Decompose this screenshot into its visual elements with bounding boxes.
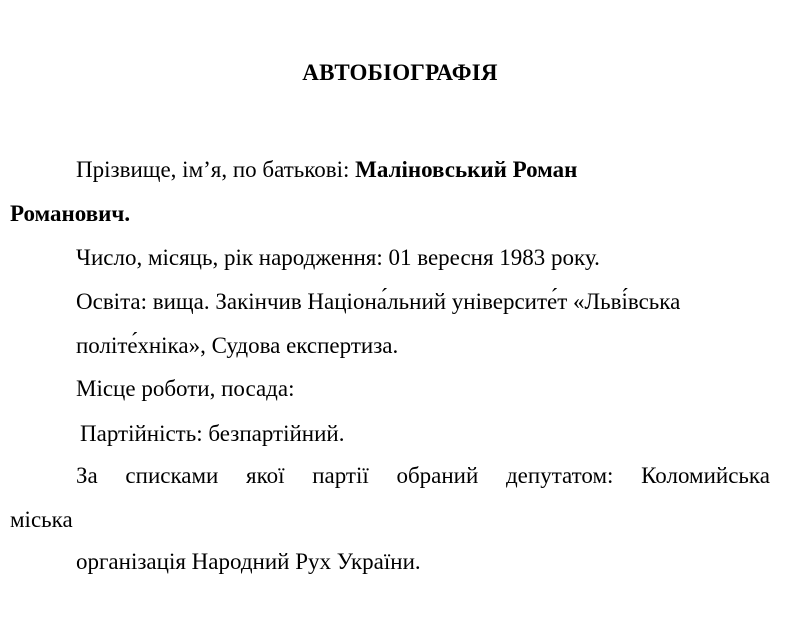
party-list-word: депутатом: [505,463,614,488]
party-list-word: обраний [396,463,479,488]
name-label: Прізвище, ім’я, по батькові: [76,157,356,182]
workplace-line: Місце роботи, посада: [76,376,295,401]
education-line-2: політе́хніка», Судова експертиза. [76,333,399,358]
party-list-line [76,462,770,490]
document-title: АВТОБІОГРАФІЯ [302,60,498,85]
party-list-line-3: організація Народний Рух України. [76,549,421,574]
birth-date-line: Число, місяць, рік народження: 01 вересня 1983 року. [76,245,600,270]
name-line [76,156,577,184]
party-list-word: якої [246,463,285,488]
party-list-word: списками [125,463,219,488]
party-list-word: Коломийська [641,463,770,488]
name-value-continued: Романович. [10,201,131,226]
education-line-1: Освіта: вища. Закінчив Націона́льний університе́т «Льві́вська [76,289,681,314]
name-value: Маліновський Роман [355,157,578,182]
party-list-word: партії [312,463,369,488]
party-list-line-2: міська [10,507,73,532]
party-line: Партійність: безпартійний. [80,421,345,446]
party-list-word: За [76,463,98,488]
